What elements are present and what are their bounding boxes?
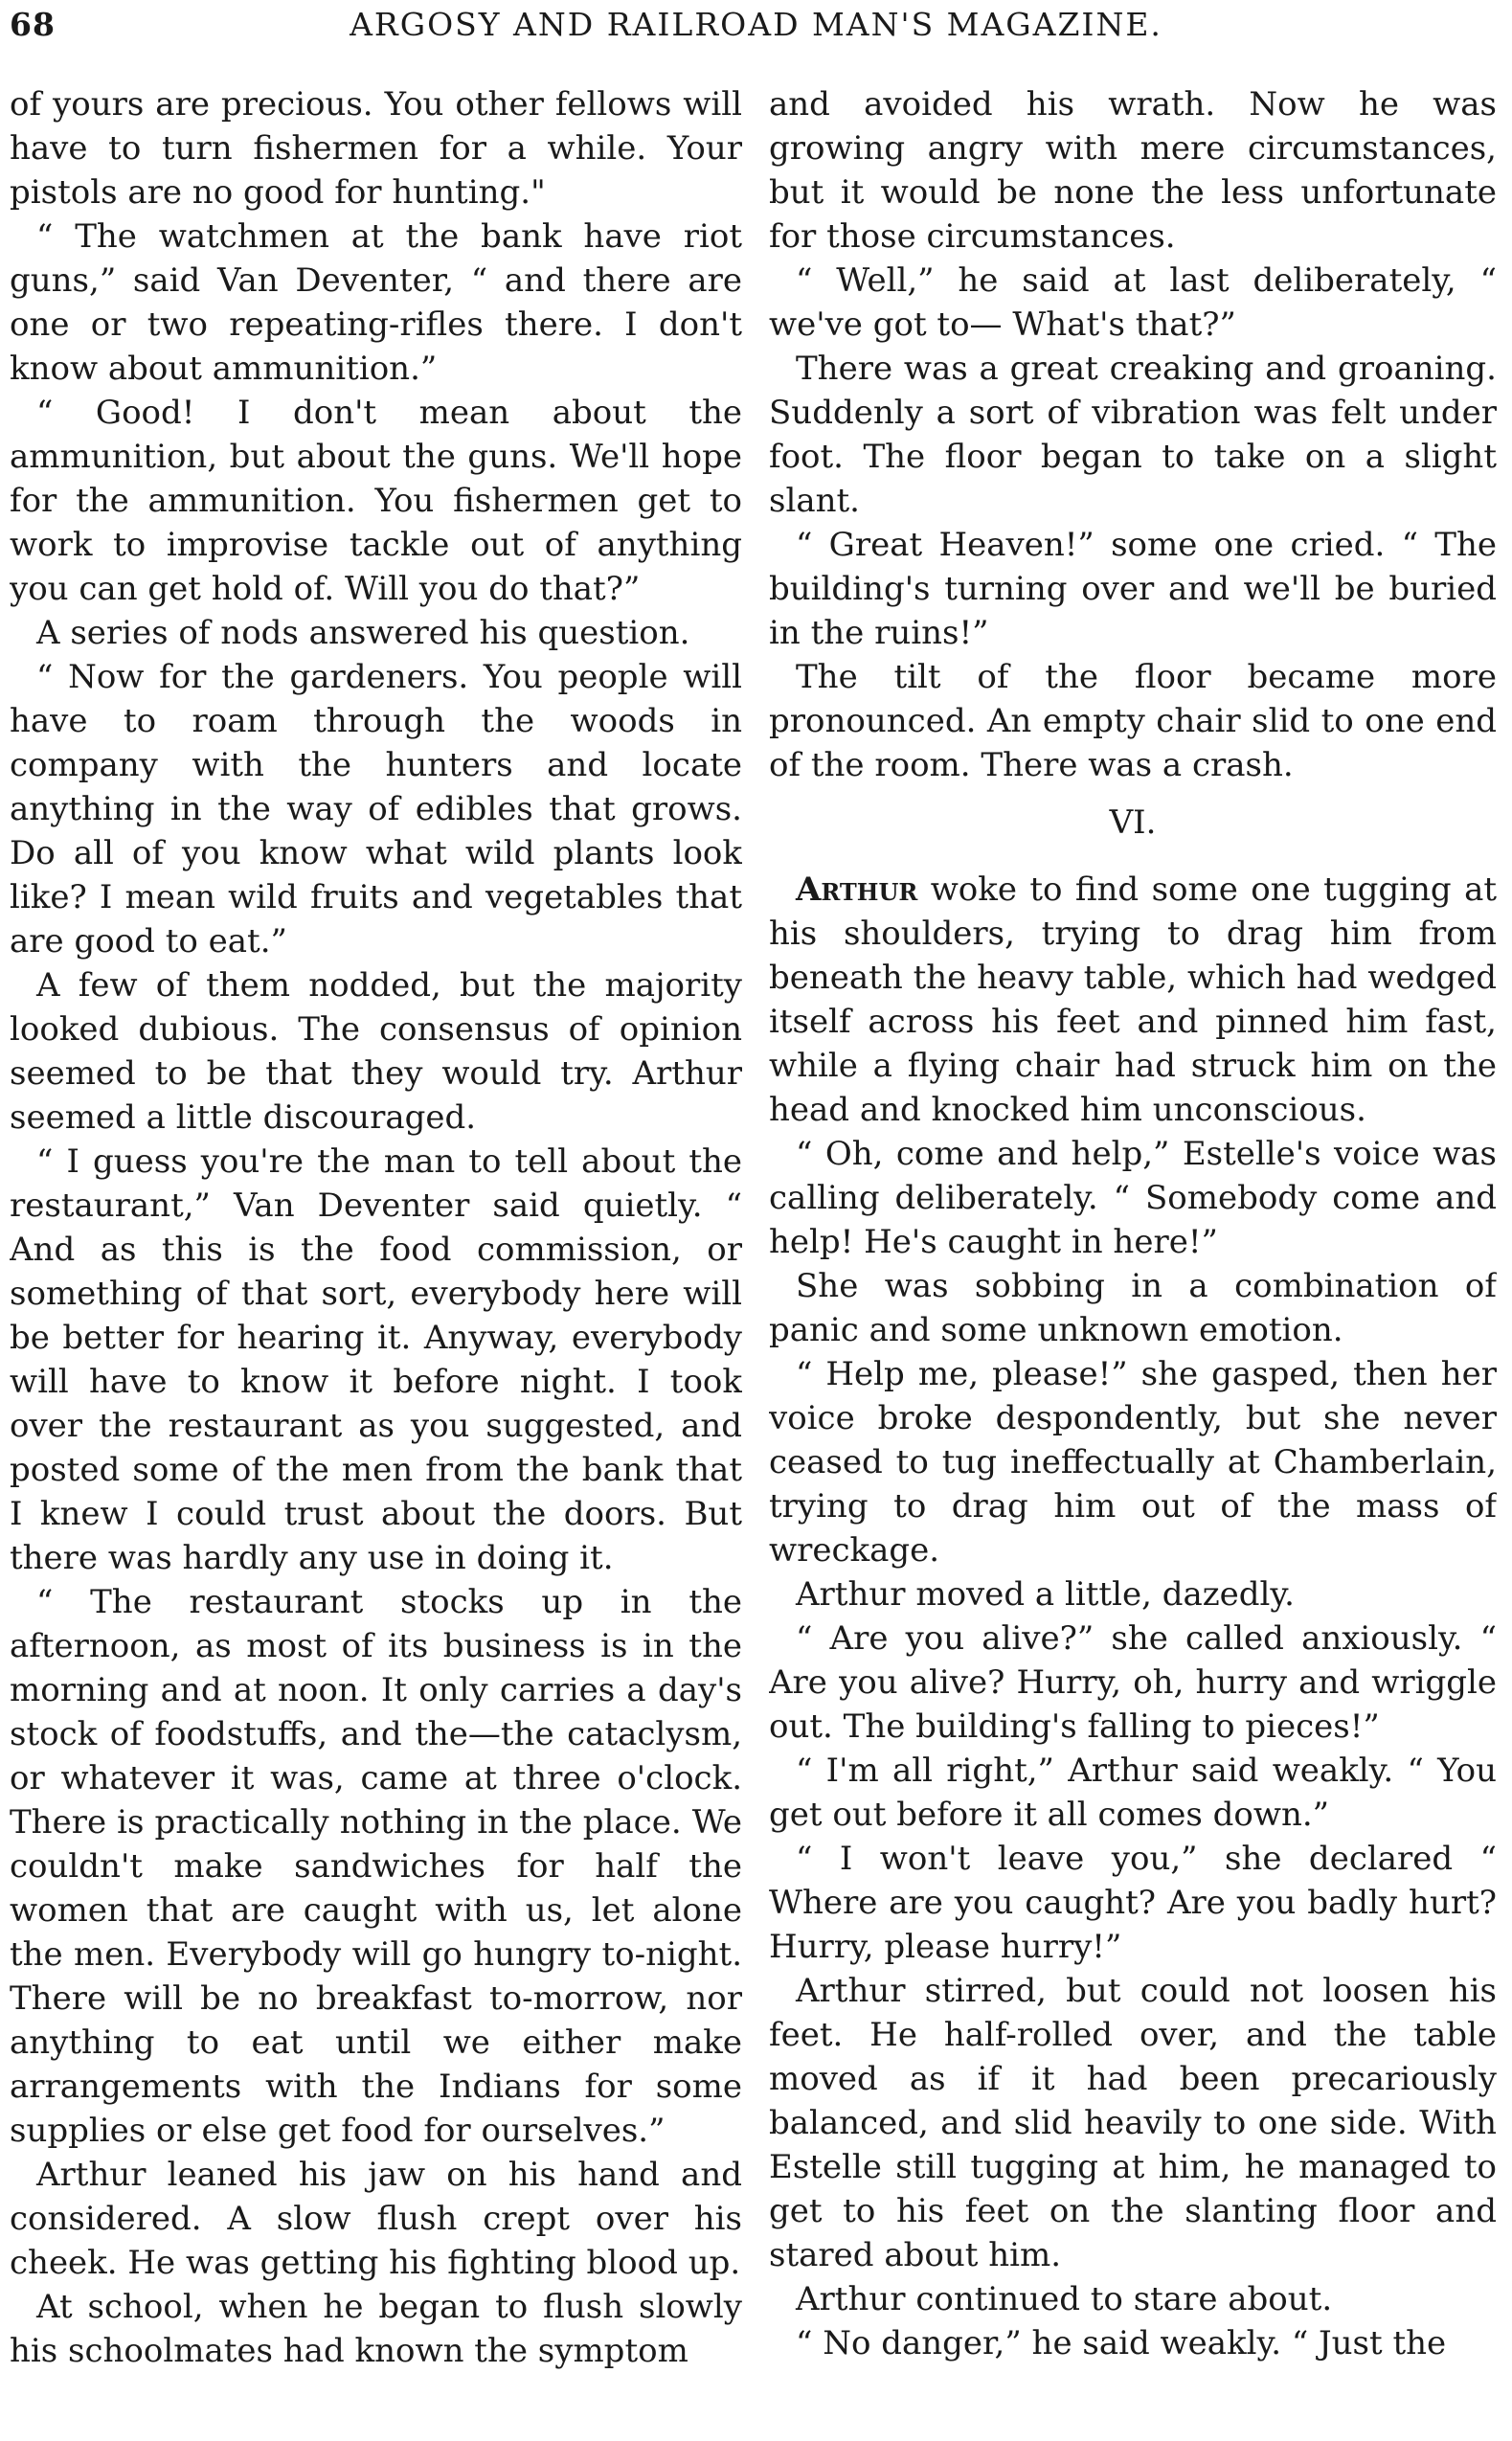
page-number: 68	[10, 6, 56, 43]
paragraph: “ The watchmen at the bank have riot guns,” said Van Deventer, “ and there are one or two repeating-rifles there. I don't know about ammunition.”	[10, 217, 742, 388]
paragraph: of yours are precious. You other fellows will have to turn fishermen for a while. Your pistols are no good for hunting."	[10, 85, 742, 212]
paragraph: “ Well,” he said at last deliberately, “ we've got to— What's that?”	[769, 261, 1497, 344]
paragraph: “ Oh, come and help,” Estelle's voice was calling deliberately. “ Somebody come and help! He's caught in here!”	[769, 1135, 1497, 1261]
paragraph: “ Great Heaven!” some one cried. “ The building's turning over and we'll be buried in the ruins!”	[769, 526, 1497, 652]
paragraph: “ I'm all right,” Arthur said weakly. “ You get out before it all comes down.”	[769, 1752, 1497, 1834]
chapter-opening-paragraph	[769, 868, 1497, 1132]
paragraph: “ The restaurant stocks up in the afternoon, as most of its business is in the morning and at noon. It only carries a day's stock of foodstuffs, and the—the cataclysm, or whatever it was, came at three o'clock. There is practically nothing in the place. We couldn't make sandwiches for half the women that are caught with us, let alone the men. Everybody will go hungry to-night. There will be no breakfast to-morrow, nor anything to eat until we either make arrangements with the Indians for some supplies or else get food for ourselves.”	[10, 1583, 742, 2150]
paragraph: “ Now for the gardeners. You people will have to roam through the woods in company with the hunters and locate anything in the way of edibles that grows. Do all of you know what wild plants look like? I mean wild fruits and vegetables that are good to eat.”	[10, 658, 742, 961]
paragraph: Arthur stirred, but could not loosen his feet. He half-rolled over, and the table moved as if it had been precariously balanced, and slid heavily to one side. With Estelle still tugging at him, he managed to get to his feet on the slanting floor and stared about him.	[769, 1972, 1497, 2274]
paragraph: There was a great creaking and groaning. Suddenly a sort of vibration was felt under foot. The floor began to take on a slight slant.	[769, 350, 1497, 520]
paragraph: Arthur leaned his jaw on his hand and considered. A slow flush crept over his cheek. He was getting his fighting blood up.	[10, 2156, 742, 2282]
paragraph: “ Good! I don't mean about the ammunition, but about the guns. We'll hope for the ammunition. You fishermen get to work to improvise tackle out of anything you can get hold of. Will you do that?”	[10, 394, 742, 608]
lead-word: Arthur	[796, 870, 918, 909]
left-column	[10, 82, 742, 2429]
paragraph: At school, when he began to flush slowly his schoolmates had known the symptom	[10, 2288, 742, 2370]
paragraph: Arthur continued to stare about.	[796, 2280, 1333, 2318]
paragraph: “ Help me, please!” she gasped, then her voice broke despondently, but she never ceased to tug ineffectually at Chamberlain, trying to drag him out of the mass of wreckage.	[769, 1355, 1497, 1570]
paragraph: A few of them nodded, but the majority looked dubious. The consensus of opinion seemed to be that they would try. Arthur seemed a little discouraged.	[10, 966, 742, 1137]
paragraph: “ I won't leave you,” she declared “ Where are you caught? Are you badly hurt? Hurry, please hurry!”	[769, 1840, 1497, 1966]
right-column	[769, 82, 1497, 2429]
paragraph: She was sobbing in a combination of panic and some unknown emotion.	[769, 1267, 1497, 1349]
paragraph: “ No danger,” he said weakly. “ Just the	[796, 2324, 1447, 2362]
paragraph: “ I guess you're the man to tell about the restaurant,” Van Deventer said quietly. “ And as this is the food commission, or something of that sort, everybody here will be better for hearing it. Anyway, everybody will have to know it before night. I took over the restaurant as you suggested, and posted some of the men from the bank that I knew I could trust about the doors. But there was hardly any use in doing it.	[10, 1142, 742, 1577]
paragraph: The tilt of the floor became more pronounced. An empty chair slid to one end of the room. There was a crash.	[769, 658, 1497, 784]
lead-paragraph-text: woke to find some one tugging at his shoulders, trying to drag him from beneath the heavy table, which had wedged itself across his feet and pinned him fast, while a flying chair had struck him on the head and knocked him unconscious.	[769, 870, 1497, 1129]
section-heading: VI.	[1109, 803, 1157, 842]
paragraph: “ Are you alive?” she called anxiously. “ Are you alive? Hurry, oh, hurry and wriggle out. The building's falling to pieces!”	[769, 1619, 1497, 1746]
running-head: ARGOSY AND RAILROAD MAN'S MAGAZINE.	[350, 6, 1162, 43]
paragraph: and avoided his wrath. Now he was growing angry with mere circumstances, but it would be none the less unfortunate for those circumstances.	[769, 85, 1497, 256]
page-header	[8, 6, 1504, 48]
paragraph: Arthur moved a little, dazedly.	[796, 1575, 1295, 1614]
paragraph: A series of nods answered his question.	[36, 614, 690, 652]
